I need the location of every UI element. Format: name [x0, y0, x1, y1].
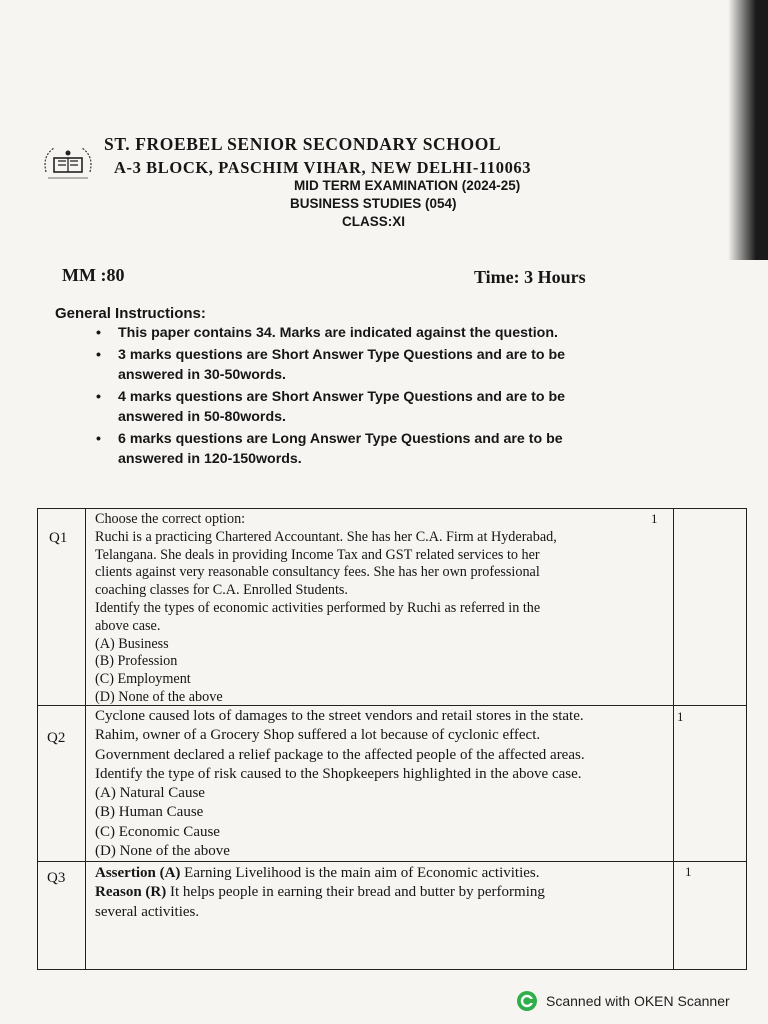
max-marks: MM :80 [62, 265, 125, 285]
reason-continued: several activities. [95, 903, 200, 920]
instructions-title: General Instructions: [55, 305, 206, 322]
question-line: clients against very reasonable consultancy fees. She has her own professional [95, 564, 540, 581]
reason-text: It helps people in earning their bread and butter by performing [170, 884, 545, 901]
scanner-logo-icon [516, 990, 538, 1012]
question-line: Cyclone caused lots of damages to the street vendors and retail stores in the state. [95, 708, 584, 724]
question-marks: 1 [651, 511, 658, 526]
question-line: Identify the types of economic activities performed by Ruchi as referred in the [95, 599, 541, 616]
question-text [95, 707, 675, 861]
question-marks: 1 [677, 709, 684, 724]
time-allowed: Time: 3 Hours [474, 267, 586, 287]
assertion-line [95, 864, 675, 883]
question-marks: 1 [685, 864, 692, 879]
school-address: A-3 BLOCK, PASCHIM VIHAR, NEW DELHI-110063 [114, 158, 532, 177]
question-text [95, 511, 661, 707]
question-line: Choose the correct option: [95, 511, 246, 527]
question-line: above case. [95, 617, 161, 634]
instructions-list [96, 323, 626, 471]
question-line: Ruchi is a practicing Chartered Accountant. She has her C.A. Firm at Hyderabad, [95, 528, 557, 545]
question-number: Q1 [49, 530, 68, 546]
question-line: Government declared a relief package to the affected people of the affected areas. [95, 746, 585, 763]
scanner-text: Scanned with OKEN Scanner [546, 993, 730, 1009]
instruction-item: • This paper contains 34. Marks are indicated against the question. [96, 323, 626, 343]
exam-title: MID TERM EXAMINATION (2024-25) [294, 178, 521, 193]
option-line: (A) Business [95, 635, 169, 652]
option-line: (D) None of the above [95, 688, 223, 705]
option-line: (B) Profession [95, 653, 178, 670]
subject-title: BUSINESS STUDIES (054) [290, 196, 457, 211]
school-name: ST. FROEBEL SENIOR SECONDARY SCHOOL [104, 134, 502, 154]
option-line: (D) None of the above [95, 843, 230, 860]
question-line: Rahim, owner of a Grocery Shop suffered a lot because of cyclonic effect. [95, 727, 541, 744]
assertion-text: Earning Livelihood is the main aim of Economic activities. [184, 865, 540, 881]
option-line: (A) Natural Cause [95, 785, 205, 802]
school-logo-icon [38, 142, 98, 184]
instruction-item: • 6 marks questions are Long Answer Type Questions and are to be answered in 120-150words. [96, 429, 626, 469]
option-line: (B) Human Cause [95, 804, 204, 821]
class-title: CLASS:XI [342, 214, 406, 229]
question-line: Identify the type of risk caused to the Shopkeepers highlighted in the above case. [95, 765, 582, 782]
questions-table [37, 508, 747, 970]
option-line: (C) Employment [95, 671, 191, 688]
question-number: Q2 [47, 730, 66, 746]
question-text [95, 864, 675, 922]
instruction-item: • 3 marks questions are Short Answer Type Questions and are to be answered in 30-50words. [96, 345, 626, 385]
instruction-item: • 4 marks questions are Short Answer Type Questions and are to be answered in 50-80words. [96, 387, 626, 427]
scanner-watermark [516, 990, 730, 1012]
question-line: Telangana. She deals in providing Income Tax and GST related services to her [95, 546, 540, 563]
question-number: Q3 [47, 870, 66, 886]
column-divider [85, 508, 86, 970]
assertion-label: Assertion (A) [95, 865, 181, 881]
reason-line [95, 883, 675, 902]
question-line: coaching classes for C.A. Enrolled Students. [95, 582, 348, 599]
page-edge-shadow [728, 0, 768, 260]
option-line: (C) Economic Cause [95, 823, 220, 840]
reason-label: Reason (R) [95, 884, 167, 901]
